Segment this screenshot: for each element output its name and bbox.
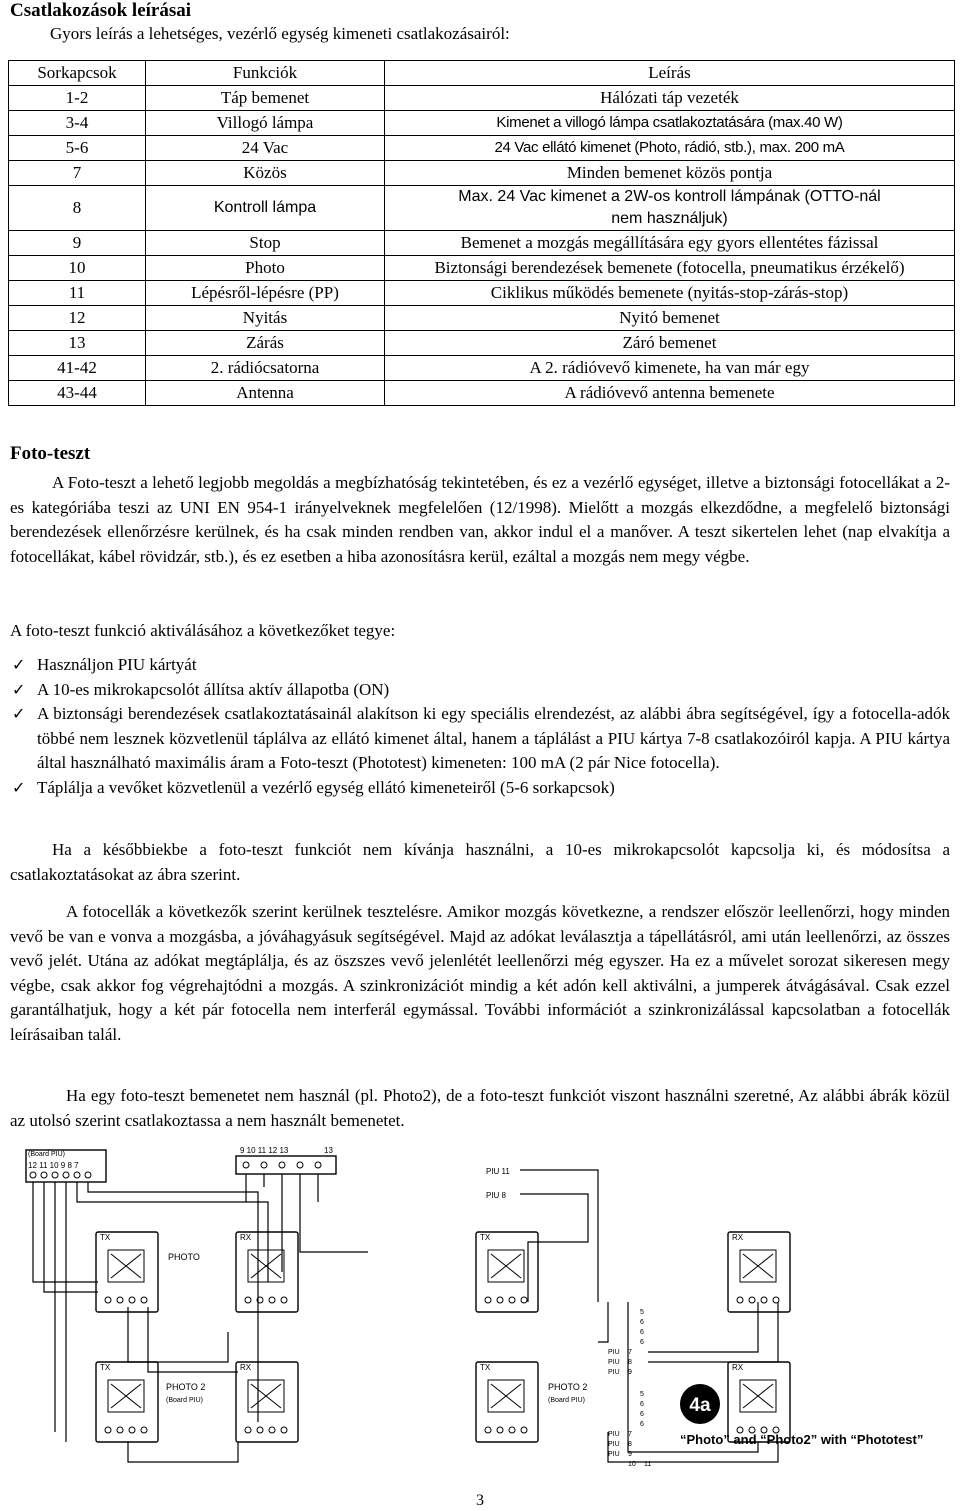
table-row [9,186,955,231]
num-a0: 5 [640,1309,644,1316]
num-b-piu1: 8 [628,1441,632,1448]
cell-description: Záró bemenet [385,331,955,356]
table-row [9,331,955,356]
cell-description: Max. 24 Vac kimenet a 2W-os kontroll lámpának (OTTO-nál nem használjuk) [385,186,955,231]
page-title: Csatlakozások leírásai [10,0,192,21]
cell-terminal: 5-6 [9,136,146,161]
cell-function: Közös [146,161,385,186]
checkmark-icon: ✓ [12,777,26,797]
paragraph-unused-input: Ha egy foto-teszt bemenetet nem használ (pl. Photo2), de a foto-teszt funkciót viszont használni szeretné, Az alábbi ábrák közül az utolsó szerint csatlakoztassa a nem használt bemenetet. [10,1086,950,1130]
cell-terminal: 3-4 [9,111,146,136]
cell-function: Antenna [146,381,385,406]
section-title: Foto-teszt [10,443,91,464]
list-item [10,653,950,678]
table-row [9,306,955,331]
num-b2: 6 [640,1411,644,1418]
cell-terminal: 9 [9,231,146,256]
cell-description: Hálózati táp vezeték [385,86,955,111]
num-b-piu0: 7 [628,1431,632,1438]
num-a-piu2: 9 [628,1369,632,1376]
cell-function: Villogó lámpa [146,111,385,136]
terminal-table [8,60,955,406]
cell-function: Zárás [146,331,385,356]
cell-function: 24 Vac [146,136,385,161]
photo2-board-label: (Board PIU) [166,1397,203,1404]
list-item-text: A biztonsági berendezések csatlakoztatásainál alakítson ki egy speciális elrendezést, az alábbi ábra segítségével, így a fotocella-adók többé nem lesznek közvetlenül táplálva az ellátó kimenet által, hanem a táplálást a PIU kártya 7-8 csatlakozóiról kapja. A PIU kártya által használható maximális áram a Foto-teszt (Phototest) kimeneten: 100 mA (2 pár Nice fotocella). [37,704,950,772]
wiring-diagram [8,1142,956,1472]
table-row [9,136,955,161]
num-a1: 6 [640,1319,644,1326]
piu-a2: PIU [608,1369,620,1376]
num-b0: 5 [640,1391,644,1398]
figure-caption: “Photo” and “Photo2” with “Phototest” [680,1432,924,1447]
paragraph-intro: A Foto-teszt a lehető legjobb megoldás a megbízhatóság tekintetében, és ez a vezérlő egységet, illetve a biztonsági fotocellákat a 2-es kategóriába teszi az UNI EN 954-1 irányelveknek megfelelően (12/1998). Mielőtt a mozgás elkezdődne, a megfelelő biztonsági berendezések ellenőrzésre kerülnek, és ha csak minden rendben van, akkor indul el a manőver. A teszt sikertelen lehet (nap elvakítja a fotocellákat, kábel rövidzár, stb.), és ez esetben a hiba azonosításra kerül, ezáltal a mozgás nem megy végbe. [10,473,950,566]
photo-label: PHOTO [168,1252,200,1262]
num-b-piu4: 11 [644,1461,652,1468]
cell-description: Ciklikus működés bemenete (nyitás-stop-zárás-stop) [385,281,955,306]
terminal-numbers-left: 12 11 10 9 8 7 [28,1161,79,1170]
page-number: 3 [476,1492,484,1509]
table-row [9,231,955,256]
list-item-text: Használjon PIU kártyát [37,655,197,674]
tx2-label: TX [100,1363,111,1372]
page-subtitle: Gyors leírás a lehetséges, vezérlő egység kimeneti csatlakozásairól: [50,24,510,43]
figure-badge-text: 4a [689,1395,711,1416]
cell-terminal: 12 [9,306,146,331]
checkmark-icon: ✓ [12,679,26,699]
cell-description: Minden bemenet közös pontja [385,161,955,186]
right-wiring-panel [476,1167,923,1468]
table-row [9,281,955,306]
rx-right-label: RX [732,1233,744,1242]
cell-terminal: 13 [9,331,146,356]
num-b-piu3: 10 [628,1461,636,1468]
terminal-numbers-top: 9 10 11 12 13 [240,1146,289,1155]
piu-11-label: PIU 11 [486,1167,510,1176]
cell-terminal: 7 [9,161,146,186]
cell-terminal: 1-2 [9,86,146,111]
paragraph-disable: Ha a későbbiekbe a foto-teszt funkciót nem kívánja használni, a 10-es mikrokapcsolót kapcsolja ki, és módosítsa a csatlakoztatásokat az ábra szerint. [10,840,950,884]
cell-description: A 2. rádióvevő kimenete, ha van már egy [385,356,955,381]
cell-description: 24 Vac ellátó kimenet (Photo, rádió, stb.), max. 200 mA [385,136,955,161]
table-row [9,86,955,111]
piu-a0: PIU [608,1349,620,1356]
cell-function: 2. rádiócsatorna [146,356,385,381]
cell-terminal: 11 [9,281,146,306]
cell-function: Stop [146,231,385,256]
num-b3: 6 [640,1421,644,1428]
photo2-right-label: PHOTO 2 [548,1382,588,1392]
checklist [10,653,950,800]
cell-terminal: 43-44 [9,381,146,406]
paragraph-testing: A fotocellák a következők szerint kerülnek tesztelésre. Amikor mozgás következne, a rendszer először leellenőrzi, hogy minden vevő be van e vonva a mozgásba, a jóváhagyásuk segítségével. Majd az adókat leválasztja a tápellátásról, ami után leellenőrzi, az összes vevő jelét. Utána az adókat megtáplálja, és az öszszes vevő jelenlétét leellenőrzi még egyszer. Ha ez a művelet sorozat sikeresen megy végbe, csak akkor fog végrehajtódni a mozgás. A szinkronizációt mindig a két adón kell aktiválni, a jumperek átvágásával. Csak ezzel garantálhatjuk, hogy a két pár fotocella nem interferál egymással. További információt a szinkronizálással kapcsolatban a fotocellák leírásaiban talál. [10,902,950,1044]
terminal-13-label: 13 [324,1146,333,1155]
table-row [9,161,955,186]
list-item [10,678,950,703]
cell-function: Kontroll lámpa [146,186,385,231]
num-b1: 6 [640,1401,644,1408]
rx-right2-label: RX [732,1363,744,1372]
header-leiras: Leírás [385,61,955,86]
board-label-left: (Board PIU) [28,1151,65,1158]
list-item-text: Táplálja a vevőket közvetlenül a vezérlő egység ellátó kimeneteiről (5-6 sorkapcsok) [37,777,615,797]
num-b-piu2: 9 [628,1451,632,1458]
piu-8-label: PIU 8 [486,1191,507,1200]
table-header-row [9,61,955,86]
cell-description: Bemenet a mozgás megállítására egy gyors ellentétes fázissal [385,231,955,256]
cell-terminal: 8 [9,186,146,231]
checkmark-icon: ✓ [12,655,26,674]
cell-terminal: 10 [9,256,146,281]
piu-b0: PIU [608,1431,620,1438]
piu-b2: PIU [608,1451,620,1458]
num-a-piu0: 7 [628,1349,632,1356]
cell-description: A rádióvevő antenna bemenete [385,381,955,406]
table-row [9,256,955,281]
paragraph-activation: A foto-teszt funkció aktiválásához a következőket tegye: [10,621,396,640]
piu-b1: PIU [608,1441,620,1448]
num-a3: 6 [640,1339,644,1346]
rx-label: RX [240,1233,252,1242]
cell-function: Lépésről-lépésre (PP) [146,281,385,306]
header-funkciok: Funkciók [146,61,385,86]
photo2-right-board: (Board PIU) [548,1397,585,1404]
cell-description: Nyitó bemenet [385,306,955,331]
cell-description: Kimenet a villogó lámpa csatlakoztatására (max.40 W) [385,111,955,136]
cell-function: Nyitás [146,306,385,331]
tx-right-label: TX [480,1233,491,1242]
tx-label: TX [100,1233,111,1242]
list-item [10,702,950,776]
photo2-label: PHOTO 2 [166,1382,206,1392]
header-sorkapcsok: Sorkapcsok [9,61,146,86]
table-row [9,356,955,381]
tx-right2-label: TX [480,1363,491,1372]
table-row [9,381,955,406]
piu-a1: PIU [608,1359,620,1366]
left-wiring-panel [26,1146,368,1462]
num-a2: 6 [640,1329,644,1336]
cell-description: Biztonsági berendezések bemenete (fotocella, pneumatikus érzékelő) [385,256,955,281]
cell-function: Táp bemenet [146,86,385,111]
checkmark-icon: ✓ [12,704,26,723]
list-item-text: A 10-es mikrokapcsolót állítsa aktív állapotba (ON) [37,679,390,699]
rx2-label: RX [240,1363,252,1372]
table-row [9,111,955,136]
list-item [10,776,950,801]
num-a-piu1: 8 [628,1359,632,1366]
cell-function: Photo [146,256,385,281]
cell-terminal: 41-42 [9,356,146,381]
